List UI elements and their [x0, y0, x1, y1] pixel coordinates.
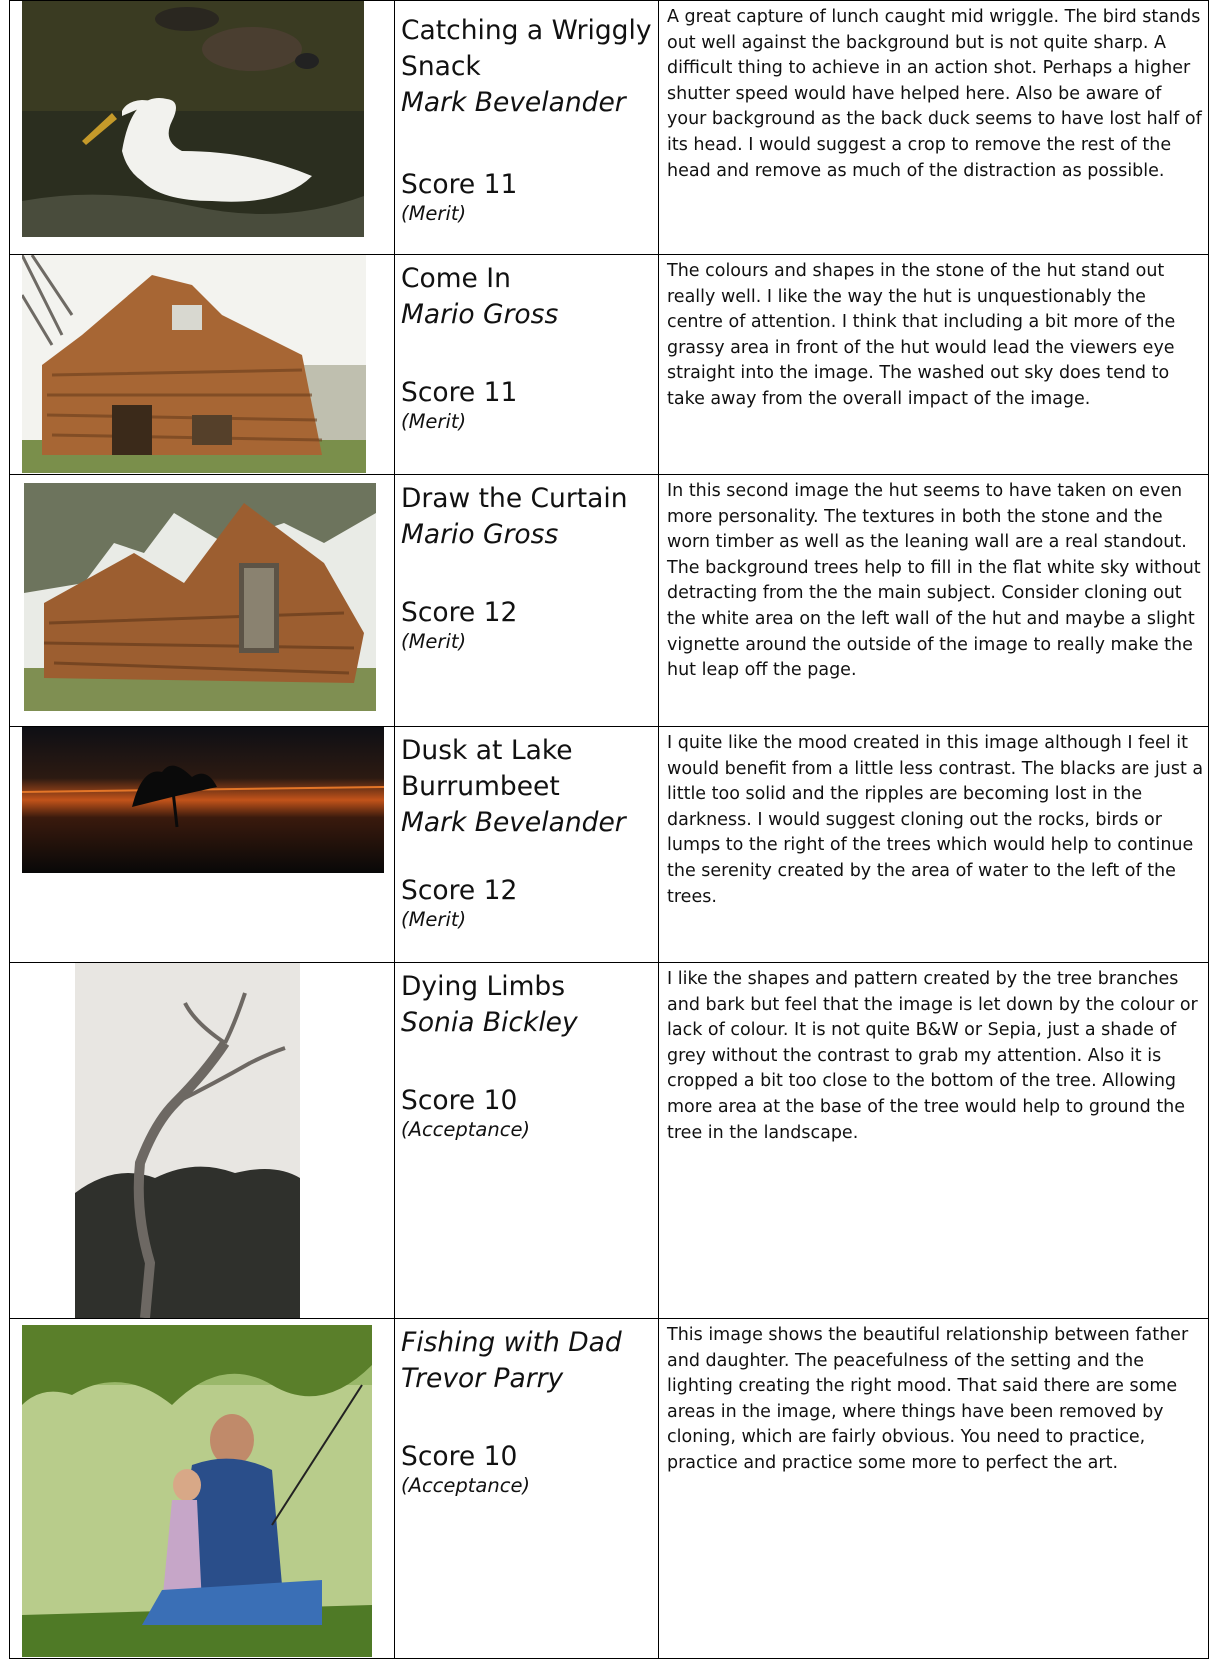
entry-author: Mario Gross	[401, 519, 559, 550]
entry-comment: In this second image the hut seems to have taken on even more personality. The textures in both the stone and the worn timber as well as the leaning wall are a real standout. The background trees help to fill in the flat white sky without detracting from the the main subject. Consider cloning out the white area on the left wall of the hut and maybe a slight vignette around the outside of the image to really make the hut leap off the page.	[667, 481, 1201, 681]
entry-row	[10, 727, 1209, 963]
entry-award: (Merit)	[401, 202, 467, 225]
comment-cell	[659, 963, 1209, 1319]
photo-cell	[10, 1319, 395, 1659]
entry-author: Mario Gross	[401, 299, 559, 330]
photo-cell	[10, 1, 395, 255]
judging-table	[9, 0, 1209, 1659]
entry-score: Score 10	[401, 1085, 518, 1116]
title-cell	[395, 255, 659, 475]
entry-comment: A great capture of lunch caught mid wriggle. The bird stands out well against the background but is not quite sharp. A difficult thing to achieve in an action shot. Perhaps a higher shutter speed would have helped here. Also be aware of your background as the back duck seems to have lost half of its head. I would suggest a crop to remove the rest of the head and remove as much of the distraction as possible.	[667, 7, 1202, 181]
entry-title: Dusk at Lake Burrumbeet	[401, 735, 573, 802]
comment-cell	[659, 1319, 1209, 1659]
photo-cell	[10, 963, 395, 1319]
photo-cell	[10, 727, 395, 963]
entry-row	[10, 1, 1209, 255]
entry-award: (Acceptance)	[401, 1474, 531, 1497]
entry-row	[10, 963, 1209, 1319]
title-cell	[395, 1, 659, 255]
title-cell	[395, 963, 659, 1319]
entry-author: Mark Bevelander	[401, 87, 626, 118]
entry-award: (Acceptance)	[401, 1118, 531, 1141]
entry-author: Mark Bevelander	[401, 807, 626, 838]
entry-author: Sonia Bickley	[401, 1007, 578, 1038]
comment-cell	[659, 1, 1209, 255]
photo-cell	[10, 475, 395, 727]
entry-comment: The colours and shapes in the stone of the hut stand out really well. I like the way the hut is unquestionably the centre of attention. I think that including a bit more of the grassy area in front of the hut would lead the viewers eye straight into the image. The washed out sky does tend to take away from the overall impact of the image.	[667, 261, 1176, 409]
entry-score: Score 10	[401, 1441, 518, 1472]
entry-row	[10, 1319, 1209, 1659]
entry-score: Score 12	[401, 597, 518, 628]
comment-cell	[659, 255, 1209, 475]
entry-row	[10, 475, 1209, 727]
title-cell	[395, 475, 659, 727]
title-cell	[395, 1319, 659, 1659]
entry-title: Fishing with Dad	[401, 1327, 622, 1358]
photo-cell	[10, 255, 395, 475]
entry-score: Score 11	[401, 169, 518, 200]
entry-comment: I quite like the mood created in this image although I feel it would benefit from a little less contrast. The blacks are just a little too solid and the ripples are becoming lost in the darkness. I would suggest cloning out the rocks, birds or lumps to the right of the trees which would help to continue the serenity created by the area of water to the left of the trees.	[667, 733, 1204, 907]
entry-title: Dying Limbs	[401, 971, 566, 1002]
entry-award: (Merit)	[401, 630, 467, 653]
entry-comment: This image shows the beautiful relationship between father and daughter. The peacefulness of the setting and the lighting creating the right mood. That said there are some areas in the image, where things have been removed by cloning, which are fairly obvious. You need to practice, practice and practice some more to perfect the art.	[667, 1325, 1189, 1473]
comment-cell	[659, 475, 1209, 727]
photo-dying-tree	[75, 963, 300, 1318]
entry-comment: I like the shapes and pattern created by the tree branches and bark but feel that the image is let down by the colour or lack of colour. It is not quite B&W or Sepia, just a shade of grey without the contrast to grab my attention. Also it is cropped a bit too close to the bottom of the tree. Allowing more area at the base of the tree would help to ground the tree in the landscape.	[667, 969, 1198, 1143]
photo-stone-hut-curtain	[24, 483, 376, 711]
entry-row	[10, 255, 1209, 475]
entry-score: Score 12	[401, 875, 518, 906]
photo-dusk-lake	[22, 727, 384, 873]
entry-score: Score 11	[401, 377, 518, 408]
photo-stone-hut	[22, 255, 366, 473]
entry-award: (Merit)	[401, 908, 467, 931]
photo-fishing	[22, 1325, 372, 1657]
entry-title: Catching a Wriggly Snack	[401, 15, 652, 82]
entry-title: Come In	[401, 263, 511, 294]
entry-title: Draw the Curtain	[401, 483, 628, 514]
photo-egret	[22, 1, 364, 237]
comment-cell	[659, 727, 1209, 963]
entry-award: (Merit)	[401, 410, 467, 433]
entry-author: Trevor Parry	[401, 1363, 564, 1394]
title-cell	[395, 727, 659, 963]
